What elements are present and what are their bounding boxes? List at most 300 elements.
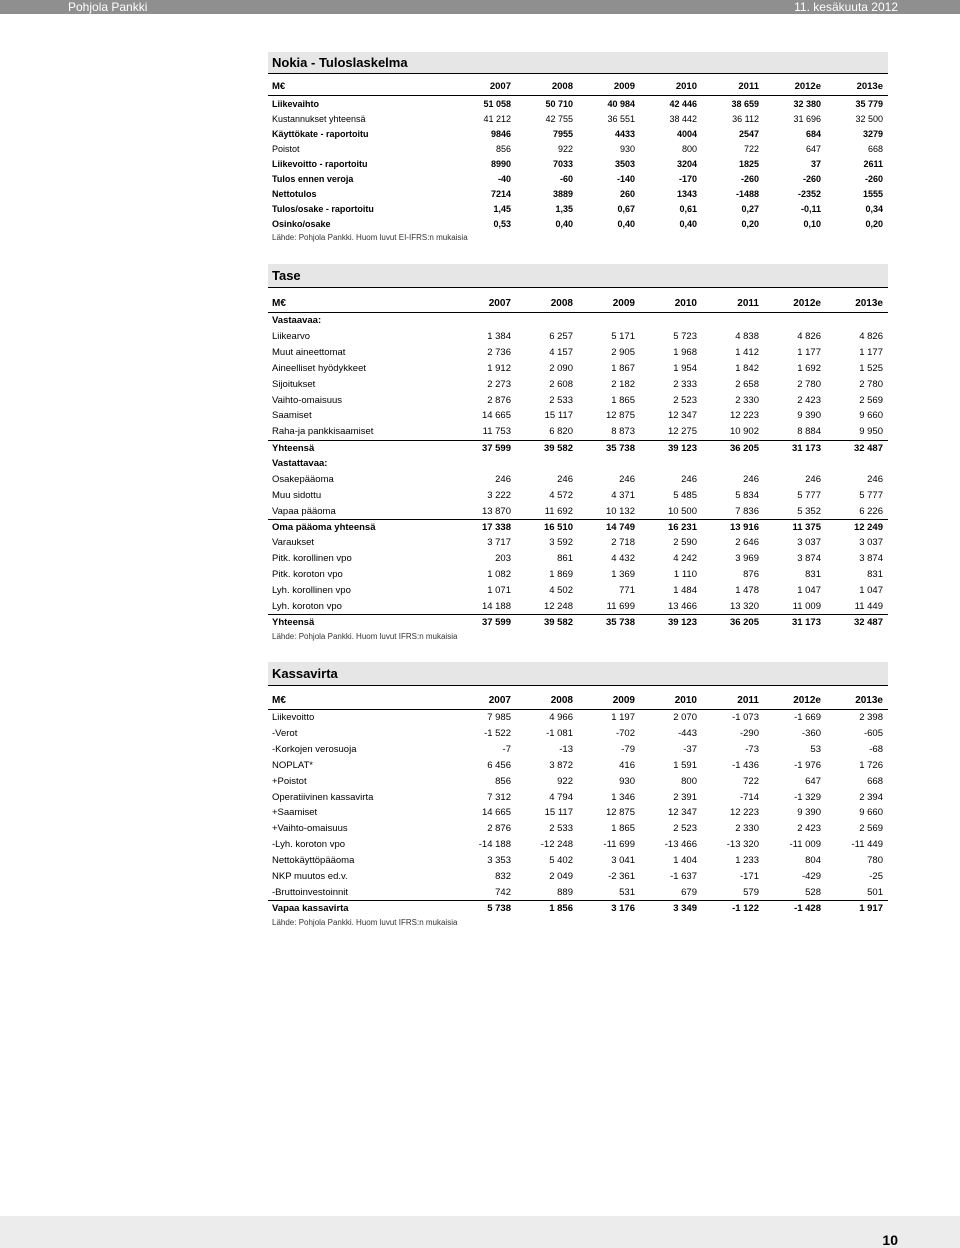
table-cell: 2 523 <box>673 823 697 835</box>
balance-header-row <box>268 288 888 313</box>
table-cell: 31 173 <box>791 616 821 628</box>
table-cell: 2 273 <box>487 378 511 390</box>
table-cell: 50 710 <box>545 98 573 109</box>
table-cell: 13 320 <box>729 600 759 612</box>
table-cell: -1 122 <box>732 903 759 915</box>
row-label: Liikevoitto <box>272 712 315 724</box>
table-cell: 930 <box>619 775 635 787</box>
cash-header-row <box>268 686 888 710</box>
table-cell: 260 <box>619 188 635 199</box>
table-cell: 5 402 <box>549 855 573 867</box>
table-cell: 416 <box>619 759 635 771</box>
table-cell: 0,40 <box>679 218 697 229</box>
income-statement-title: Nokia - Tuloslaskelma <box>268 52 888 74</box>
table-cell: 5 834 <box>735 489 759 501</box>
table-cell: 5 485 <box>673 489 697 501</box>
column-header-year: 2010 <box>675 81 697 92</box>
table-row <box>268 201 888 216</box>
row-label: Aineelliset hyödykkeet <box>272 362 366 374</box>
table-cell: 5 777 <box>797 489 821 501</box>
row-label: Lyh. koroton vpo <box>272 600 342 612</box>
table-cell: 3 041 <box>611 855 635 867</box>
row-label: Sijoitukset <box>272 378 316 390</box>
table-cell: -360 <box>801 728 821 740</box>
column-header-year: 2012e <box>794 81 821 92</box>
table-cell: 37 599 <box>481 616 511 628</box>
table-cell: 647 <box>805 775 821 787</box>
table-cell: 531 <box>619 886 635 898</box>
header-date: 11. kesäkuuta 2012 <box>794 0 898 14</box>
table-cell: 922 <box>557 775 573 787</box>
table-row <box>268 376 888 392</box>
table-cell: 3 874 <box>797 553 821 565</box>
table-cell: -13 466 <box>664 839 697 851</box>
table-cell: 4 966 <box>549 712 573 724</box>
column-header-year: 2012e <box>793 298 821 309</box>
table-cell: -714 <box>739 791 759 803</box>
table-cell: 39 582 <box>543 616 573 628</box>
table-cell: 12 223 <box>729 807 759 819</box>
table-cell: 12 347 <box>667 410 697 422</box>
table-cell: -11 449 <box>851 839 883 851</box>
table-cell: 1 856 <box>549 903 573 915</box>
table-cell: 3 353 <box>487 855 511 867</box>
row-label: Käyttökate - raportoitu <box>272 128 369 139</box>
table-row <box>268 345 888 361</box>
table-cell: -429 <box>801 870 821 882</box>
table-cell: 1825 <box>738 158 759 169</box>
table-row <box>268 361 888 377</box>
cash-source-note: Lähde: Pohjola Pankki. Huom luvut IFRS:n mukaisia <box>272 917 458 927</box>
table-cell: 2 658 <box>735 378 759 390</box>
table-cell: 0,34 <box>865 203 883 214</box>
table-cell: 647 <box>805 143 821 154</box>
row-label: -Lyh. koroton vpo <box>272 839 346 851</box>
row-label: NOPLAT* <box>272 759 314 771</box>
row-label: -Bruttoinvestoinnit <box>272 886 349 898</box>
row-label: Nettokäyttöpääoma <box>272 855 355 867</box>
table-row <box>268 551 888 567</box>
table-cell: 668 <box>867 775 883 787</box>
table-cell: 1 047 <box>797 584 821 596</box>
table-cell: 579 <box>743 886 759 898</box>
table-cell: 2 876 <box>487 823 511 835</box>
table-cell: 35 738 <box>605 442 635 454</box>
table-cell: 11 692 <box>544 505 573 517</box>
table-cell: 2 608 <box>549 378 573 390</box>
page-header <box>0 0 960 14</box>
table-cell: -13 <box>559 744 573 756</box>
row-label: Liikevoitto - raportoitu <box>272 158 368 169</box>
cash-flow-title: Kassavirta <box>268 662 888 686</box>
table-cell: 6 226 <box>859 505 883 517</box>
row-label: +Saamiset <box>272 807 318 819</box>
table-cell: 501 <box>867 886 883 898</box>
table-cell: 7 836 <box>735 505 759 517</box>
table-cell: 668 <box>867 143 883 154</box>
table-cell: 2 569 <box>859 394 883 406</box>
table-cell: 1 369 <box>611 568 635 580</box>
table-cell: 800 <box>681 775 697 787</box>
row-label: Vapaa kassavirta <box>272 903 349 915</box>
table-row <box>268 868 888 884</box>
table-row <box>268 471 888 487</box>
table-cell: -2 361 <box>608 870 635 882</box>
table-cell: 246 <box>619 473 635 485</box>
table-cell: 7033 <box>552 158 573 169</box>
row-label: Vaihto-omaisuus <box>272 394 343 406</box>
table-cell: 12 248 <box>543 600 573 612</box>
income-source-note: Lähde: Pohjola Pankki. Huom luvut EI-IFRS:n mukaisia <box>272 233 468 242</box>
table-row <box>268 313 888 329</box>
table-cell: 2 070 <box>673 712 697 724</box>
table-cell: 1 869 <box>549 568 573 580</box>
table-row <box>268 392 888 408</box>
table-cell: -25 <box>869 870 883 882</box>
table-cell: 2 330 <box>735 394 759 406</box>
table-cell: 3 592 <box>549 537 573 549</box>
table-cell: 41 212 <box>483 113 511 124</box>
table-cell: 17 338 <box>481 521 511 533</box>
table-cell: 1 954 <box>673 362 697 374</box>
table-cell: 1 968 <box>673 347 697 359</box>
table-cell: 800 <box>681 143 697 154</box>
table-cell: 9 390 <box>797 410 821 422</box>
table-cell: 42 755 <box>545 113 573 124</box>
table-cell: 12 875 <box>605 410 635 422</box>
table-cell: 1,35 <box>555 203 573 214</box>
table-row <box>268 614 888 630</box>
table-cell: 246 <box>681 473 697 485</box>
table-row <box>268 726 888 742</box>
column-header-year: 2011 <box>737 298 759 309</box>
table-cell: 9846 <box>490 128 511 139</box>
table-cell: 12 275 <box>667 426 697 438</box>
column-header-year: 2010 <box>674 695 697 706</box>
table-row <box>268 96 888 111</box>
table-row <box>268 821 888 837</box>
table-row <box>268 503 888 519</box>
table-row <box>268 487 888 503</box>
table-cell: 1 726 <box>859 759 883 771</box>
table-cell: -260 <box>740 173 759 184</box>
table-cell: 831 <box>805 568 821 580</box>
table-cell: 8990 <box>490 158 511 169</box>
table-cell: -605 <box>863 728 883 740</box>
table-cell: 203 <box>495 553 511 565</box>
column-header-year: 2008 <box>550 695 573 706</box>
column-header-year: 2013e <box>855 298 883 309</box>
table-cell: 39 123 <box>667 616 697 628</box>
table-cell: 0,20 <box>865 218 883 229</box>
table-row <box>268 141 888 156</box>
balance-sheet-section <box>268 264 888 642</box>
income-rows <box>268 96 888 231</box>
table-cell: 13 870 <box>481 505 511 517</box>
table-row <box>268 408 888 424</box>
table-cell: -140 <box>616 173 635 184</box>
table-cell: -60 <box>559 173 573 184</box>
table-cell: -13 320 <box>726 839 759 851</box>
table-cell: -1 329 <box>794 791 821 803</box>
table-cell: 4 838 <box>735 331 759 343</box>
row-label: Lyh. korollinen vpo <box>272 584 351 596</box>
table-row <box>268 186 888 201</box>
column-header-year: 2009 <box>613 81 635 92</box>
table-cell: -1 637 <box>670 870 697 882</box>
table-cell: 7955 <box>552 128 573 139</box>
table-cell: 1 842 <box>735 362 759 374</box>
table-cell: 6 257 <box>549 331 573 343</box>
table-cell: -702 <box>615 728 635 740</box>
table-cell: 5 777 <box>859 489 883 501</box>
column-header-year: 2010 <box>674 298 697 309</box>
table-cell: 12 223 <box>729 410 759 422</box>
table-cell: 889 <box>557 886 573 898</box>
table-cell: 2 569 <box>859 823 883 835</box>
table-cell: 2 736 <box>487 347 511 359</box>
table-cell: 38 659 <box>731 98 759 109</box>
balance-source-note: Lähde: Pohjola Pankki. Huom luvut IFRS:n mukaisia <box>272 631 458 641</box>
table-cell: 35 738 <box>605 616 635 628</box>
table-cell: 1 233 <box>735 855 759 867</box>
table-cell: 10 132 <box>605 505 635 517</box>
column-header-year: 2007 <box>489 81 511 92</box>
table-cell: 10 902 <box>729 426 759 438</box>
table-cell: -37 <box>683 744 697 756</box>
cash-rows <box>268 710 888 916</box>
table-row <box>268 853 888 869</box>
row-label: -Verot <box>272 728 298 740</box>
table-row <box>268 126 888 141</box>
table-cell: 0,40 <box>617 218 635 229</box>
table-cell: 14 665 <box>481 807 511 819</box>
table-cell: 1 047 <box>859 584 883 596</box>
table-cell: 8 873 <box>611 426 635 438</box>
row-label: Varaukset <box>272 537 315 549</box>
row-label: Operatiivinen kassavirta <box>272 791 374 803</box>
row-label: Liikearvo <box>272 331 311 343</box>
table-cell: 2 718 <box>611 537 635 549</box>
table-cell: 11 699 <box>606 600 635 612</box>
table-cell: 1 384 <box>487 331 511 343</box>
table-cell: -1488 <box>735 188 759 199</box>
table-cell: 4 432 <box>611 553 635 565</box>
table-cell: 31 696 <box>793 113 821 124</box>
table-cell: 528 <box>805 886 821 898</box>
table-cell: 3 874 <box>859 553 883 565</box>
table-cell: 2 523 <box>673 394 697 406</box>
table-cell: 3889 <box>552 188 573 199</box>
table-cell: 2 423 <box>797 823 821 835</box>
row-label: NKP muutos ed.v. <box>272 870 348 882</box>
table-cell: 8 884 <box>797 426 821 438</box>
table-cell: 7 985 <box>487 712 511 724</box>
table-cell: 5 171 <box>611 331 635 343</box>
table-cell: -40 <box>497 173 511 184</box>
table-cell: -14 188 <box>478 839 511 851</box>
table-cell: -73 <box>745 744 759 756</box>
column-header-year: 2009 <box>612 695 635 706</box>
table-cell: 2 905 <box>611 347 635 359</box>
row-label: Poistot <box>272 143 300 154</box>
table-cell: 2 333 <box>673 378 697 390</box>
table-cell: 39 123 <box>667 442 697 454</box>
table-cell: 771 <box>619 584 635 596</box>
table-cell: 0,10 <box>803 218 821 229</box>
table-cell: 12 249 <box>853 521 883 533</box>
table-cell: 1 591 <box>673 759 697 771</box>
table-cell: 1 478 <box>735 584 759 596</box>
table-cell: -260 <box>864 173 883 184</box>
table-cell: 16 231 <box>667 521 697 533</box>
table-cell: 2 876 <box>487 394 511 406</box>
row-label: Pitk. korollinen vpo <box>272 553 352 565</box>
page-footer <box>0 1216 960 1248</box>
table-cell: 2 394 <box>859 791 883 803</box>
row-label: Muut aineettomat <box>272 347 346 359</box>
table-cell: 38 442 <box>669 113 697 124</box>
table-row <box>268 216 888 231</box>
table-cell: 4 572 <box>549 489 573 501</box>
table-cell: 3204 <box>676 158 697 169</box>
table-cell: 2 646 <box>735 537 759 549</box>
table-cell: 1 404 <box>673 855 697 867</box>
table-cell: 930 <box>619 143 635 154</box>
table-row <box>268 156 888 171</box>
table-cell: -68 <box>869 744 883 756</box>
table-cell: -260 <box>802 173 821 184</box>
table-cell: 2 533 <box>549 823 573 835</box>
table-cell: 1 412 <box>735 347 759 359</box>
table-cell: 39 582 <box>543 442 573 454</box>
cash-flow-section <box>268 662 888 928</box>
table-cell: 11 449 <box>854 600 883 612</box>
table-cell: 12 347 <box>667 807 697 819</box>
row-label: Tulos/osake - raportoitu <box>272 203 374 214</box>
table-cell: -2352 <box>797 188 821 199</box>
table-cell: 3 222 <box>487 489 511 501</box>
table-cell: 6 820 <box>549 426 573 438</box>
table-cell: 1343 <box>676 188 697 199</box>
table-cell: 1 082 <box>487 568 511 580</box>
row-label: Osinko/osake <box>272 218 331 229</box>
table-row <box>268 582 888 598</box>
table-cell: 4 371 <box>611 489 635 501</box>
table-row <box>268 111 888 126</box>
table-cell: -170 <box>678 173 697 184</box>
table-row <box>268 884 888 900</box>
table-row <box>268 171 888 186</box>
balance-sheet-title: Tase <box>268 264 888 288</box>
row-label: Yhteensä <box>272 616 315 628</box>
row-label: Vastaavaa: <box>272 315 322 327</box>
table-cell: 246 <box>743 473 759 485</box>
row-label: Yhteensä <box>272 442 315 454</box>
table-cell: 1555 <box>862 188 883 199</box>
table-cell: 2 423 <box>797 394 821 406</box>
row-label: Oma pääoma yhteensä <box>272 521 376 533</box>
table-cell: 9 390 <box>797 807 821 819</box>
table-cell: 37 599 <box>481 442 511 454</box>
table-cell: 13 466 <box>667 600 697 612</box>
table-cell: 780 <box>867 855 883 867</box>
column-header-year: 2008 <box>551 81 573 92</box>
table-row <box>268 758 888 774</box>
table-cell: 0,40 <box>555 218 573 229</box>
table-cell: 1 110 <box>673 568 697 580</box>
table-cell: 1 484 <box>673 584 697 596</box>
table-cell: 32 500 <box>855 113 883 124</box>
table-cell: 40 984 <box>607 98 635 109</box>
table-cell: 36 205 <box>729 442 759 454</box>
row-label: Tulos ennen veroja <box>272 173 354 184</box>
table-cell: 12 875 <box>605 807 635 819</box>
table-cell: 3 037 <box>859 537 883 549</box>
column-header-unit: M€ <box>272 695 286 706</box>
table-row <box>268 456 888 472</box>
table-cell: 7 312 <box>487 791 511 803</box>
table-cell: 1 912 <box>487 362 511 374</box>
table-cell: 4 242 <box>673 553 697 565</box>
table-cell: -7 <box>502 744 511 756</box>
table-cell: 14 749 <box>605 521 635 533</box>
row-label: Vapaa pääoma <box>272 505 336 517</box>
table-cell: 1 071 <box>487 584 511 596</box>
table-cell: -12 248 <box>540 839 573 851</box>
table-cell: 4 794 <box>549 791 573 803</box>
table-cell: -290 <box>739 728 759 740</box>
table-cell: 35 779 <box>855 98 883 109</box>
table-cell: 31 173 <box>791 442 821 454</box>
column-header-year: 2008 <box>550 298 573 309</box>
column-header-unit: M€ <box>272 81 286 92</box>
table-cell: 10 500 <box>667 505 697 517</box>
row-label: -Korkojen verosuoja <box>272 744 357 756</box>
table-cell: -1 436 <box>732 759 759 771</box>
table-row <box>268 598 888 614</box>
table-row <box>268 805 888 821</box>
table-cell: 3 037 <box>797 537 821 549</box>
table-row <box>268 789 888 805</box>
table-cell: 742 <box>495 886 511 898</box>
row-label: +Poistot <box>272 775 307 787</box>
balance-rows <box>268 313 888 630</box>
table-cell: 3 872 <box>549 759 573 771</box>
row-label: Raha-ja pankkisaamiset <box>272 426 374 438</box>
table-cell: -11 699 <box>603 839 635 851</box>
table-cell: -171 <box>739 870 759 882</box>
page-number: 10 <box>882 1232 898 1248</box>
table-cell: 42 446 <box>669 98 697 109</box>
table-cell: -443 <box>677 728 697 740</box>
table-cell: 4 502 <box>549 584 573 596</box>
table-cell: 37 <box>810 158 821 169</box>
table-row <box>268 535 888 551</box>
table-cell: 14 188 <box>481 600 511 612</box>
table-cell: 246 <box>495 473 511 485</box>
table-cell: 0,27 <box>741 203 759 214</box>
table-cell: 1 865 <box>611 394 635 406</box>
table-cell: -11 009 <box>789 839 821 851</box>
table-cell: 1 525 <box>859 362 883 374</box>
table-cell: 2 049 <box>549 870 573 882</box>
table-cell: 15 117 <box>544 807 573 819</box>
table-cell: 2 182 <box>611 378 635 390</box>
table-cell: 32 487 <box>853 616 883 628</box>
table-cell: 11 375 <box>792 521 821 533</box>
table-cell: 4433 <box>614 128 635 139</box>
